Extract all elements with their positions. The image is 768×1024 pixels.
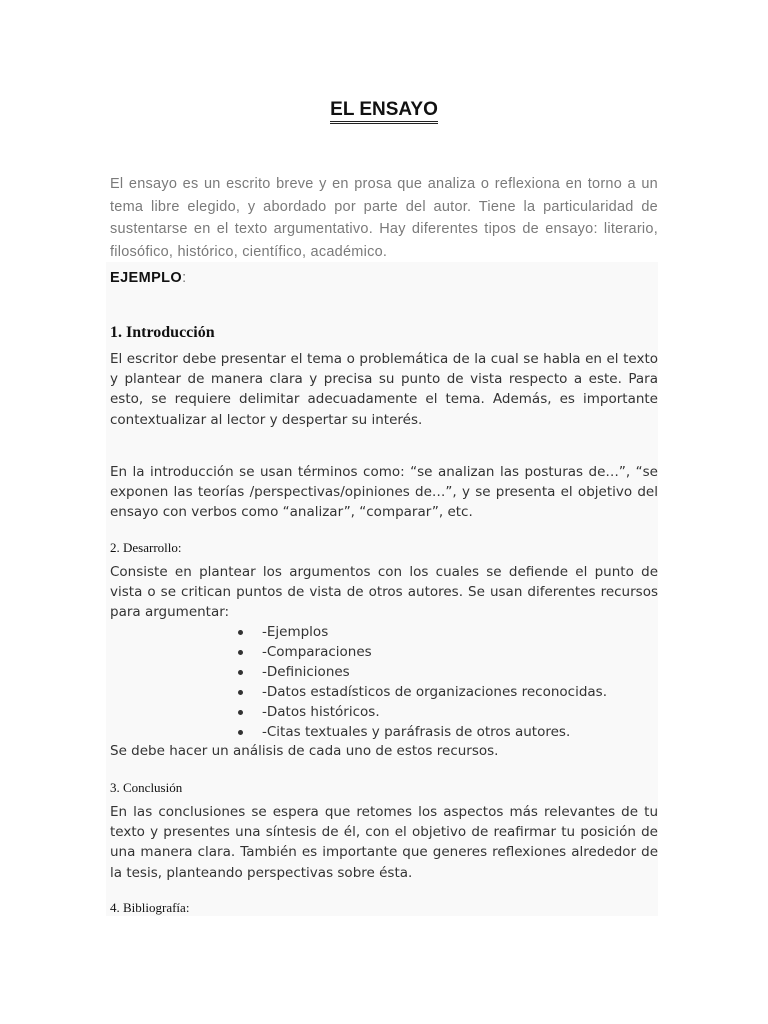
desarrollo-closing-paragraph: Se debe hacer un análisis de cada uno de estos recursos.: [110, 743, 499, 759]
list-item: [238, 702, 607, 722]
list-item: [238, 642, 607, 662]
bullet-dot-icon: [238, 730, 243, 735]
bullet-dot-icon: [238, 690, 243, 695]
section-heading-conclusion: 3. Conclusión: [110, 780, 183, 795]
section-heading-desarrollo: 2. Desarrollo:: [110, 540, 182, 555]
list-item-text: -Datos históricos.: [262, 704, 380, 720]
bullet-dot-icon: [238, 650, 243, 655]
example-label: [110, 268, 186, 288]
conclusion-paragraph: En las conclusiones se espera que retomes los aspectos más relevantes de tu texto y presentes una síntesis de él, con el objetivo de reafirmar tu posición de una manera clara. También es importante que generes reflexiones alrededor de la tesis, planteando perspectivas sobre ésta.: [110, 804, 658, 881]
example-label-text: EJEMPLO: [110, 270, 183, 286]
section-heading-bibliografia: 4. Bibliografía:: [110, 900, 190, 915]
list-item-text: -Ejemplos: [262, 624, 329, 640]
bullet-dot-icon: [238, 670, 243, 675]
page-title-text: EL ENSAYO: [330, 99, 438, 124]
introduccion-paragraph-2: En la introducción se usan términos como: “se analizan las posturas de…”, “se exponen las teorías /perspectivas/opiniones de…”, y se presenta el objetivo del ensayo con verbos como “analizar”, “comparar”, etc.: [110, 464, 658, 521]
desarrollo-paragraph: Consiste en plantear los argumentos con los cuales se defiende el punto de vista o se critican puntos de vista de otros autores. Se usan diferentes recursos para argumentar:: [110, 564, 658, 621]
list-item: [238, 662, 607, 682]
list-item: [238, 682, 607, 702]
page-title: [0, 99, 768, 124]
intro-paragraph: El ensayo es un escrito breve y en prosa que analiza o reflexiona en torno a un tema libre elegido, y abordado por parte del autor. Tiene la particularidad de sustentarse en el texto argumentativo. Hay diferentes tipos de ensayo: literario, filosófico, histórico, científico, académico.: [110, 176, 658, 260]
desarrollo-bullet-list: [238, 622, 607, 742]
section-heading-introduccion: 1. Introducción: [110, 324, 215, 341]
list-item-text: -Citas textuales y paráfrasis de otros autores.: [262, 724, 571, 740]
introduccion-paragraph-1: El escritor debe presentar el tema o problemática de la cual se habla en el texto y plantear de manera clara y precisa su punto de vista respecto a este. Para esto, se requiere delimitar adecuadamente el tema. Además, es importante contextualizar al lector y despertar su interés.: [110, 351, 658, 428]
list-item: [238, 622, 607, 642]
bullet-dot-icon: [238, 710, 243, 715]
list-item-text: -Comparaciones: [262, 644, 372, 660]
bullet-dot-icon: [238, 630, 243, 635]
example-label-colon: :: [182, 270, 187, 286]
list-item: [238, 722, 607, 742]
list-item-text: -Definiciones: [262, 664, 350, 680]
list-item-text: -Datos estadísticos de organizaciones reconocidas.: [262, 684, 607, 700]
